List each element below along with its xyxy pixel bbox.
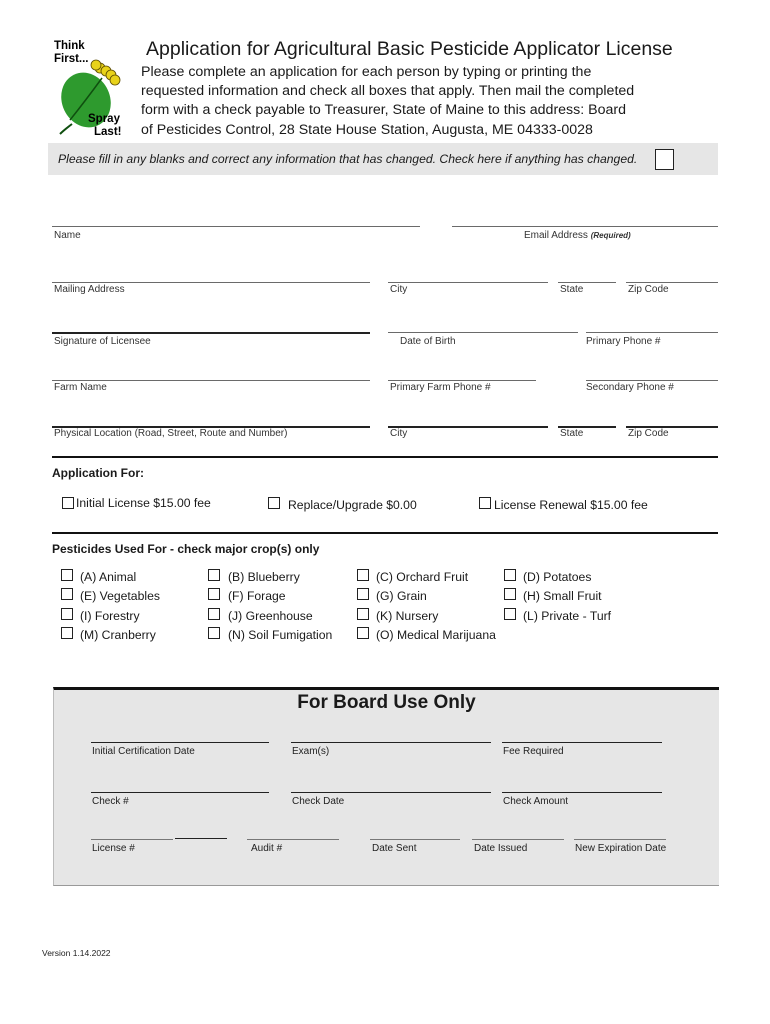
email-label-text: Email Address <box>524 230 588 241</box>
crop-i-label: (I) Forestry <box>80 609 140 623</box>
new-expiration-label: New Expiration Date <box>575 843 667 854</box>
crop-h-checkbox[interactable] <box>504 588 516 600</box>
board-use-panel <box>53 687 719 886</box>
svg-text:Think: Think <box>54 40 85 52</box>
initial-cert-date-label: Initial Certification Date <box>92 746 195 757</box>
state-field[interactable] <box>558 282 616 283</box>
crop-l-checkbox[interactable] <box>504 608 516 620</box>
date-issued-label: Date Issued <box>474 843 528 854</box>
svg-text:Last!: Last! <box>94 126 122 138</box>
crop-f-checkbox[interactable] <box>208 588 220 600</box>
date-sent-field[interactable] <box>370 839 460 840</box>
crop-m-label: (M) Cranberry <box>80 628 156 642</box>
signature-label: Signature of Licensee <box>54 336 151 347</box>
exams-field[interactable] <box>291 742 491 743</box>
license-renewal-label: License Renewal $15.00 fee <box>494 498 648 512</box>
application-for-heading: Application For: <box>52 466 144 480</box>
instructions-line: requested information and check all boxes that apply. Then mail the completed <box>141 83 635 100</box>
check-number-label: Check # <box>92 796 129 807</box>
section-divider <box>52 456 718 458</box>
audit-number-label: Audit # <box>251 843 283 854</box>
instructions <box>141 63 681 140</box>
crop-b-label: (B) Blueberry <box>228 570 300 584</box>
check-amount-label: Check Amount <box>503 796 569 807</box>
crop-i-checkbox[interactable] <box>61 608 73 620</box>
fee-required-field[interactable] <box>502 742 662 743</box>
primary-farm-phone-field[interactable] <box>388 380 536 381</box>
crop-o-checkbox[interactable] <box>357 627 369 639</box>
check-date-label: Check Date <box>292 796 345 807</box>
initial-license-label: Initial License $15.00 fee <box>76 496 211 510</box>
signature-field[interactable] <box>52 332 370 334</box>
crop-d-checkbox[interactable] <box>504 569 516 581</box>
primary-phone-field[interactable] <box>586 332 718 333</box>
city-field[interactable] <box>388 282 548 283</box>
check-amount-field[interactable] <box>502 792 662 793</box>
board-use-title: For Board Use Only <box>297 692 476 713</box>
dob-field[interactable] <box>388 332 578 333</box>
email-label <box>524 230 631 241</box>
version-label: Version 1.14.2022 <box>42 948 111 958</box>
city2-label: City <box>390 428 408 439</box>
crop-l-label: (L) Private - Turf <box>523 609 612 623</box>
exams-label: Exam(s) <box>292 746 330 757</box>
license-number-field[interactable] <box>91 839 173 840</box>
zip-field[interactable] <box>626 282 718 283</box>
crop-j-label: (J) Greenhouse <box>228 609 313 623</box>
new-expiration-field[interactable] <box>574 839 666 840</box>
crop-g-checkbox[interactable] <box>357 588 369 600</box>
change-notice-bar <box>48 143 718 175</box>
dob-label: Date of Birth <box>400 336 456 347</box>
crop-n-label: (N) Soil Fumigation <box>228 628 333 642</box>
city2-field[interactable] <box>388 426 548 428</box>
secondary-phone-field[interactable] <box>586 380 718 381</box>
license-renewal-checkbox[interactable] <box>479 497 491 509</box>
license-number-field-extension <box>175 838 227 839</box>
city-label: City <box>390 284 408 295</box>
check-date-field[interactable] <box>291 792 491 793</box>
crop-g-label: (G) Grain <box>376 589 427 603</box>
crop-e-label: (E) Vegetables <box>80 589 160 603</box>
secondary-phone-label: Secondary Phone # <box>586 382 674 393</box>
zip-label: Zip Code <box>628 284 669 295</box>
instructions-line: Please complete an application for each person by typing or printing the <box>141 64 592 80</box>
replace-upgrade-label: Replace/Upgrade $0.00 <box>288 498 417 512</box>
instructions-line: of Pesticides Control, 28 State House Station, Augusta, ME 04333-0028 <box>141 121 593 138</box>
state-label: State <box>560 284 584 295</box>
check-number-field[interactable] <box>91 792 269 793</box>
pesticides-heading: Pesticides Used For - check major crop(s) only <box>52 542 320 556</box>
mailing-address-label: Mailing Address <box>54 284 125 295</box>
page-title: Application for Agricultural Basic Pesticide Applicator License <box>146 38 673 60</box>
audit-number-field[interactable] <box>247 839 339 840</box>
instructions-line: form with a check payable to Treasurer, State of Maine to this address: Board <box>141 102 626 119</box>
name-field[interactable] <box>52 226 420 227</box>
crop-a-label: (A) Animal <box>80 570 137 584</box>
crop-c-label: (C) Orchard Fruit <box>376 570 469 584</box>
name-label: Name <box>54 230 81 241</box>
physical-location-label: Physical Location (Road, Street, Route and Number) <box>54 428 288 439</box>
crop-j-checkbox[interactable] <box>208 608 220 620</box>
crop-c-checkbox[interactable] <box>357 569 369 581</box>
replace-upgrade-checkbox[interactable] <box>268 497 280 509</box>
fee-required-label: Fee Required <box>503 746 564 757</box>
zip2-label: Zip Code <box>628 428 669 439</box>
primary-phone-label: Primary Phone # <box>586 336 661 347</box>
crop-d-label: (D) Potatoes <box>523 570 592 584</box>
farm-name-label: Farm Name <box>54 382 107 393</box>
email-required-tag: (Required) <box>590 231 631 240</box>
change-notice-text: Please fill in any blanks and correct any information that has changed. Check here if anything has changed. <box>58 152 638 166</box>
email-field[interactable] <box>452 226 718 227</box>
initial-license-checkbox[interactable] <box>62 497 74 509</box>
think-first-spray-last-logo <box>52 38 128 138</box>
license-number-label: License # <box>92 843 135 854</box>
crop-k-checkbox[interactable] <box>357 608 369 620</box>
crop-a-checkbox[interactable] <box>61 569 73 581</box>
crop-h-label: (H) Small Fruit <box>523 589 602 603</box>
farm-name-field[interactable] <box>52 380 370 381</box>
mailing-address-field[interactable] <box>52 282 370 283</box>
date-issued-field[interactable] <box>472 839 564 840</box>
svg-text:First...: First... <box>54 53 89 65</box>
crop-m-checkbox[interactable] <box>61 627 73 639</box>
date-sent-label: Date Sent <box>372 843 417 854</box>
primary-farm-phone-label: Primary Farm Phone # <box>390 382 491 393</box>
crop-b-checkbox[interactable] <box>208 569 220 581</box>
crop-e-checkbox[interactable] <box>61 588 73 600</box>
changed-checkbox[interactable] <box>655 149 674 170</box>
svg-text:Spray: Spray <box>88 113 120 125</box>
crop-n-checkbox[interactable] <box>208 627 220 639</box>
crop-k-label: (K) Nursery <box>376 609 439 623</box>
crop-o-label: (O) Medical Marijuana <box>376 628 496 642</box>
section-divider <box>52 532 718 534</box>
initial-cert-date-field[interactable] <box>91 742 269 743</box>
state2-label: State <box>560 428 584 439</box>
crop-f-label: (F) Forage <box>228 589 286 603</box>
